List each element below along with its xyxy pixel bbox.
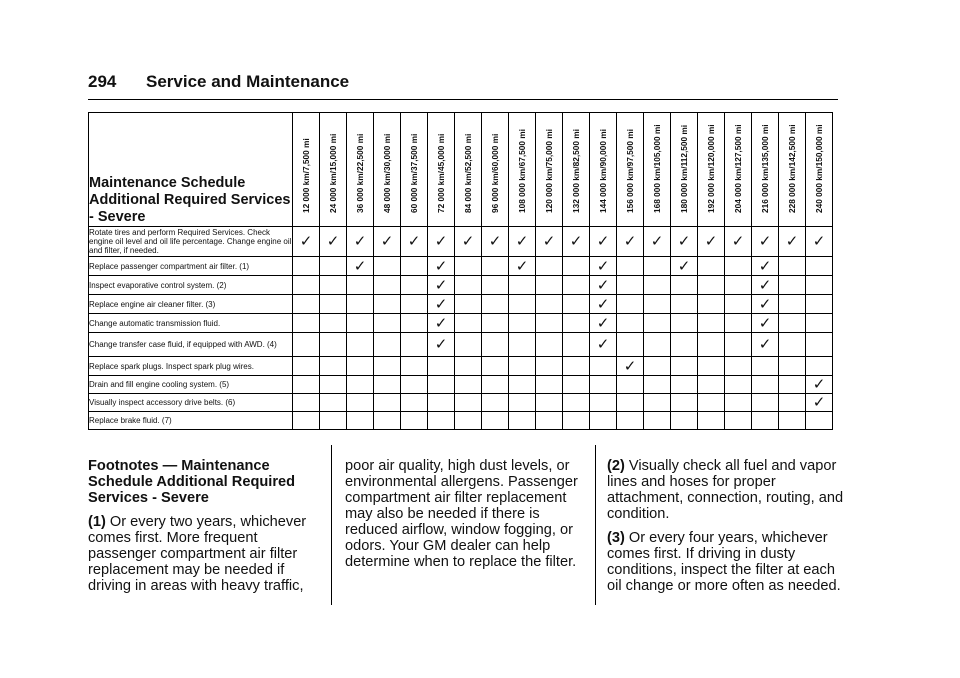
page-number: 294 [88, 72, 117, 91]
checkmark-icon: ✓ [509, 227, 536, 257]
checkmark-icon: ✓ [779, 227, 806, 257]
table-row [89, 257, 833, 276]
empty-cell [725, 412, 752, 430]
checkmark-icon: ✓ [725, 227, 752, 257]
interval-label: 84 000 km/52,500 mi [463, 133, 473, 213]
checkmark-icon: ✓ [806, 394, 833, 412]
empty-cell [671, 314, 698, 333]
checkmark-icon: ✓ [482, 227, 509, 257]
empty-cell [617, 295, 644, 314]
service-description: Change transfer case fluid, if equipped with AWD. (4) [89, 333, 293, 357]
footnotes-column-3 [607, 458, 847, 602]
empty-cell [401, 257, 428, 276]
empty-cell [320, 257, 347, 276]
empty-cell [563, 276, 590, 295]
empty-cell [563, 376, 590, 394]
empty-cell [806, 276, 833, 295]
interval-label: 132 000 km/82,500 mi [571, 129, 581, 213]
empty-cell [455, 276, 482, 295]
interval-column-header [806, 113, 833, 227]
empty-cell [374, 376, 401, 394]
empty-cell [320, 333, 347, 357]
empty-cell [779, 357, 806, 376]
interval-label: 204 000 km/127,500 mi [733, 124, 743, 213]
interval-label: 216 000 km/135,000 mi [760, 124, 770, 213]
empty-cell [536, 276, 563, 295]
interval-column-header [347, 113, 374, 227]
checkmark-icon: ✓ [644, 227, 671, 257]
empty-cell [320, 394, 347, 412]
footnote-3 [607, 530, 847, 594]
empty-cell [401, 276, 428, 295]
empty-cell [725, 394, 752, 412]
empty-cell [293, 276, 320, 295]
checkmark-icon: ✓ [590, 314, 617, 333]
empty-cell [752, 376, 779, 394]
empty-cell [374, 257, 401, 276]
interval-column-header [779, 113, 806, 227]
checkmark-icon: ✓ [590, 257, 617, 276]
empty-cell [779, 376, 806, 394]
empty-cell [752, 394, 779, 412]
interval-label: 192 000 km/120,000 mi [706, 124, 716, 213]
empty-cell [644, 394, 671, 412]
empty-cell [455, 314, 482, 333]
empty-cell [698, 412, 725, 430]
table-row [89, 376, 833, 394]
empty-cell [590, 412, 617, 430]
empty-cell [293, 394, 320, 412]
empty-cell [644, 357, 671, 376]
empty-cell [698, 333, 725, 357]
empty-cell [320, 295, 347, 314]
empty-cell [563, 257, 590, 276]
empty-cell [806, 333, 833, 357]
empty-cell [725, 357, 752, 376]
interval-label: 60 000 km/37,500 mi [409, 133, 419, 213]
empty-cell [293, 376, 320, 394]
service-description: Visually inspect accessory drive belts. (6) [89, 394, 293, 412]
empty-cell [509, 333, 536, 357]
empty-cell [482, 412, 509, 430]
empty-cell [806, 314, 833, 333]
table-row [89, 412, 833, 430]
maintenance-schedule-table [88, 112, 833, 430]
interval-column-header [482, 113, 509, 227]
footnotes-column-2 [345, 458, 583, 578]
empty-cell [563, 357, 590, 376]
empty-cell [293, 295, 320, 314]
interval-column-header [428, 113, 455, 227]
empty-cell [617, 314, 644, 333]
table-header-row [89, 113, 833, 227]
footnote-1 [88, 514, 318, 594]
service-description: Replace spark plugs. Inspect spark plug wires. [89, 357, 293, 376]
checkmark-icon: ✓ [671, 227, 698, 257]
empty-cell [590, 394, 617, 412]
footnote-text: Visually check all fuel and vapor lines and hoses for proper attachment, connection, routing, and condition. [607, 458, 844, 522]
empty-cell [698, 257, 725, 276]
empty-cell [725, 276, 752, 295]
table-row [89, 357, 833, 376]
empty-cell [617, 376, 644, 394]
empty-cell [752, 412, 779, 430]
empty-cell [347, 295, 374, 314]
empty-cell [779, 314, 806, 333]
checkmark-icon: ✓ [428, 314, 455, 333]
empty-cell [482, 257, 509, 276]
empty-cell [671, 333, 698, 357]
empty-cell [482, 314, 509, 333]
empty-cell [563, 295, 590, 314]
section-title: Service and Maintenance [146, 72, 350, 91]
table-row [89, 227, 833, 257]
interval-column-header [401, 113, 428, 227]
empty-cell [563, 333, 590, 357]
empty-cell [671, 394, 698, 412]
interval-column-header [293, 113, 320, 227]
checkmark-icon: ✓ [374, 227, 401, 257]
checkmark-icon: ✓ [320, 227, 347, 257]
interval-column-header [644, 113, 671, 227]
empty-cell [455, 333, 482, 357]
empty-cell [509, 295, 536, 314]
checkmark-icon: ✓ [536, 227, 563, 257]
empty-cell [779, 412, 806, 430]
empty-cell [563, 394, 590, 412]
empty-cell [509, 376, 536, 394]
empty-cell [698, 357, 725, 376]
empty-cell [428, 394, 455, 412]
empty-cell [374, 412, 401, 430]
empty-cell [401, 412, 428, 430]
empty-cell [374, 314, 401, 333]
empty-cell [536, 295, 563, 314]
checkmark-icon: ✓ [752, 257, 779, 276]
checkmark-icon: ✓ [617, 357, 644, 376]
empty-cell [617, 333, 644, 357]
empty-cell [293, 357, 320, 376]
empty-cell [347, 276, 374, 295]
interval-label: 108 000 km/67,500 mi [517, 129, 527, 213]
interval-label: 228 000 km/142,500 mi [787, 124, 797, 213]
empty-cell [536, 357, 563, 376]
empty-cell [347, 333, 374, 357]
empty-cell [779, 257, 806, 276]
column-divider [595, 445, 596, 605]
checkmark-icon: ✓ [752, 227, 779, 257]
empty-cell [374, 394, 401, 412]
empty-cell [806, 295, 833, 314]
empty-cell [698, 314, 725, 333]
footnote-text: Or every two years, whichever comes first. More frequent passenger compartment air filter replacement may be needed if driving in areas with heavy traffic, [88, 514, 307, 594]
empty-cell [725, 314, 752, 333]
empty-cell [455, 376, 482, 394]
empty-cell [320, 357, 347, 376]
empty-cell [509, 412, 536, 430]
empty-cell [698, 295, 725, 314]
empty-cell [482, 295, 509, 314]
interval-column-header [698, 113, 725, 227]
table-row [89, 394, 833, 412]
interval-label: 36 000 km/22,500 mi [355, 133, 365, 213]
empty-cell [455, 394, 482, 412]
empty-cell [374, 333, 401, 357]
empty-cell [401, 394, 428, 412]
footnote-number: (1) [88, 514, 106, 530]
empty-cell [374, 295, 401, 314]
empty-cell [509, 314, 536, 333]
checkmark-icon: ✓ [428, 227, 455, 257]
empty-cell [401, 295, 428, 314]
interval-label: 120 000 km/75,000 mi [544, 129, 554, 213]
empty-cell [536, 333, 563, 357]
service-description: Replace brake fluid. (7) [89, 412, 293, 430]
checkmark-icon: ✓ [590, 295, 617, 314]
checkmark-icon: ✓ [752, 295, 779, 314]
table-row [89, 276, 833, 295]
checkmark-icon: ✓ [563, 227, 590, 257]
empty-cell [806, 357, 833, 376]
empty-cell [293, 412, 320, 430]
interval-label: 156 000 km/97,500 mi [625, 129, 635, 213]
footnotes-heading: Footnotes — Maintenance Schedule Additional Required Services - Severe [88, 458, 296, 506]
empty-cell [455, 257, 482, 276]
empty-cell [725, 376, 752, 394]
checkmark-icon: ✓ [347, 257, 374, 276]
empty-cell [671, 276, 698, 295]
empty-cell [401, 314, 428, 333]
empty-cell [293, 314, 320, 333]
interval-column-header [590, 113, 617, 227]
empty-cell [671, 357, 698, 376]
empty-cell [698, 376, 725, 394]
footnote-2 [607, 458, 847, 522]
empty-cell [509, 357, 536, 376]
checkmark-icon: ✓ [806, 227, 833, 257]
table-row [89, 314, 833, 333]
empty-cell [725, 257, 752, 276]
empty-cell [644, 333, 671, 357]
empty-cell [482, 376, 509, 394]
service-description: Drain and fill engine cooling system. (5) [89, 376, 293, 394]
table-row [89, 333, 833, 357]
empty-cell [644, 257, 671, 276]
footnote-number: (2) [607, 458, 625, 474]
checkmark-icon: ✓ [698, 227, 725, 257]
empty-cell [428, 412, 455, 430]
interval-column-header [455, 113, 482, 227]
empty-cell [779, 295, 806, 314]
empty-cell [671, 295, 698, 314]
checkmark-icon: ✓ [590, 333, 617, 357]
empty-cell [293, 333, 320, 357]
empty-cell [779, 333, 806, 357]
empty-cell [725, 333, 752, 357]
empty-cell [644, 314, 671, 333]
empty-cell [320, 412, 347, 430]
service-description: Inspect evaporative control system. (2) [89, 276, 293, 295]
service-description: Change automatic transmission fluid. [89, 314, 293, 333]
empty-cell [455, 357, 482, 376]
empty-cell [644, 412, 671, 430]
empty-cell [806, 257, 833, 276]
empty-cell [347, 412, 374, 430]
interval-label: 96 000 km/60,000 mi [490, 133, 500, 213]
empty-cell [482, 333, 509, 357]
checkmark-icon: ✓ [401, 227, 428, 257]
footnote-number: (3) [607, 530, 625, 546]
interval-label: 168 000 km/105,000 mi [652, 124, 662, 213]
checkmark-icon: ✓ [617, 227, 644, 257]
empty-cell [536, 314, 563, 333]
empty-cell [374, 276, 401, 295]
empty-cell [617, 412, 644, 430]
footnote-text: Or every four years, whichever comes first. If driving in dusty conditions, inspect the filter at each oil change or more often as needed. [607, 530, 841, 594]
empty-cell [482, 394, 509, 412]
empty-cell [347, 376, 374, 394]
empty-cell [563, 412, 590, 430]
interval-column-header [752, 113, 779, 227]
empty-cell [320, 376, 347, 394]
table-title: Maintenance Schedule Additional Required Services - Severe [89, 113, 293, 227]
empty-cell [725, 295, 752, 314]
interval-label: 48 000 km/30,000 mi [382, 133, 392, 213]
empty-cell [455, 412, 482, 430]
checkmark-icon: ✓ [428, 257, 455, 276]
empty-cell [374, 357, 401, 376]
empty-cell [347, 394, 374, 412]
checkmark-icon: ✓ [293, 227, 320, 257]
empty-cell [347, 357, 374, 376]
checkmark-icon: ✓ [752, 276, 779, 295]
empty-cell [644, 376, 671, 394]
empty-cell [752, 357, 779, 376]
interval-column-header [617, 113, 644, 227]
service-description: Replace passenger compartment air filter. (1) [89, 257, 293, 276]
checkmark-icon: ✓ [347, 227, 374, 257]
header-rule [88, 99, 838, 100]
empty-cell [401, 333, 428, 357]
interval-label: 180 000 km/112,500 mi [679, 124, 689, 213]
empty-cell [617, 394, 644, 412]
empty-cell [590, 357, 617, 376]
checkmark-icon: ✓ [752, 333, 779, 357]
checkmark-icon: ✓ [590, 227, 617, 257]
interval-column-header [725, 113, 752, 227]
empty-cell [509, 276, 536, 295]
checkmark-icon: ✓ [590, 276, 617, 295]
interval-label: 144 000 km/90,000 mi [598, 129, 608, 213]
empty-cell [779, 394, 806, 412]
empty-cell [401, 376, 428, 394]
page-header [88, 72, 838, 94]
empty-cell [671, 412, 698, 430]
empty-cell [455, 295, 482, 314]
empty-cell [482, 276, 509, 295]
empty-cell [536, 376, 563, 394]
footnotes-column-1 [88, 458, 318, 602]
empty-cell [428, 376, 455, 394]
interval-column-header [563, 113, 590, 227]
checkmark-icon: ✓ [752, 314, 779, 333]
interval-column-header [374, 113, 401, 227]
interval-column-header [536, 113, 563, 227]
interval-label: 72 000 km/45,000 mi [436, 133, 446, 213]
empty-cell [779, 276, 806, 295]
empty-cell [644, 276, 671, 295]
checkmark-icon: ✓ [428, 276, 455, 295]
empty-cell [617, 257, 644, 276]
empty-cell [806, 412, 833, 430]
empty-cell [401, 357, 428, 376]
empty-cell [644, 295, 671, 314]
interval-column-header [671, 113, 698, 227]
empty-cell [563, 314, 590, 333]
empty-cell [293, 257, 320, 276]
empty-cell [698, 394, 725, 412]
checkmark-icon: ✓ [806, 376, 833, 394]
checkmark-icon: ✓ [509, 257, 536, 276]
column-divider [331, 445, 332, 605]
empty-cell [698, 276, 725, 295]
empty-cell [590, 376, 617, 394]
interval-label: 12 000 km/7,500 mi [301, 138, 311, 213]
table-row [89, 295, 833, 314]
empty-cell [320, 276, 347, 295]
checkmark-icon: ✓ [428, 295, 455, 314]
empty-cell [482, 357, 509, 376]
empty-cell [320, 314, 347, 333]
empty-cell [509, 394, 536, 412]
interval-label: 240 000 km/150,000 mi [814, 124, 824, 213]
empty-cell [347, 314, 374, 333]
empty-cell [428, 357, 455, 376]
service-description: Rotate tires and perform Required Services. Check engine oil level and oil life percentage. Change engine oil and filter, if needed. [89, 228, 292, 255]
empty-cell [536, 394, 563, 412]
checkmark-icon: ✓ [671, 257, 698, 276]
empty-cell [536, 257, 563, 276]
interval-label: 24 000 km/15,000 mi [328, 133, 338, 213]
checkmark-icon: ✓ [428, 333, 455, 357]
empty-cell [617, 276, 644, 295]
checkmark-icon: ✓ [455, 227, 482, 257]
service-description: Replace engine air cleaner filter. (3) [89, 295, 293, 314]
empty-cell [536, 412, 563, 430]
interval-column-header [320, 113, 347, 227]
interval-column-header [509, 113, 536, 227]
empty-cell [671, 376, 698, 394]
footnote-1-continued: poor air quality, high dust levels, or environmental allergens. Passenger compartment air filter replacement may also be needed if there is reduced airflow, window fogging, or odors. Your GM dealer can help determine when to replace the filter. [345, 458, 578, 570]
